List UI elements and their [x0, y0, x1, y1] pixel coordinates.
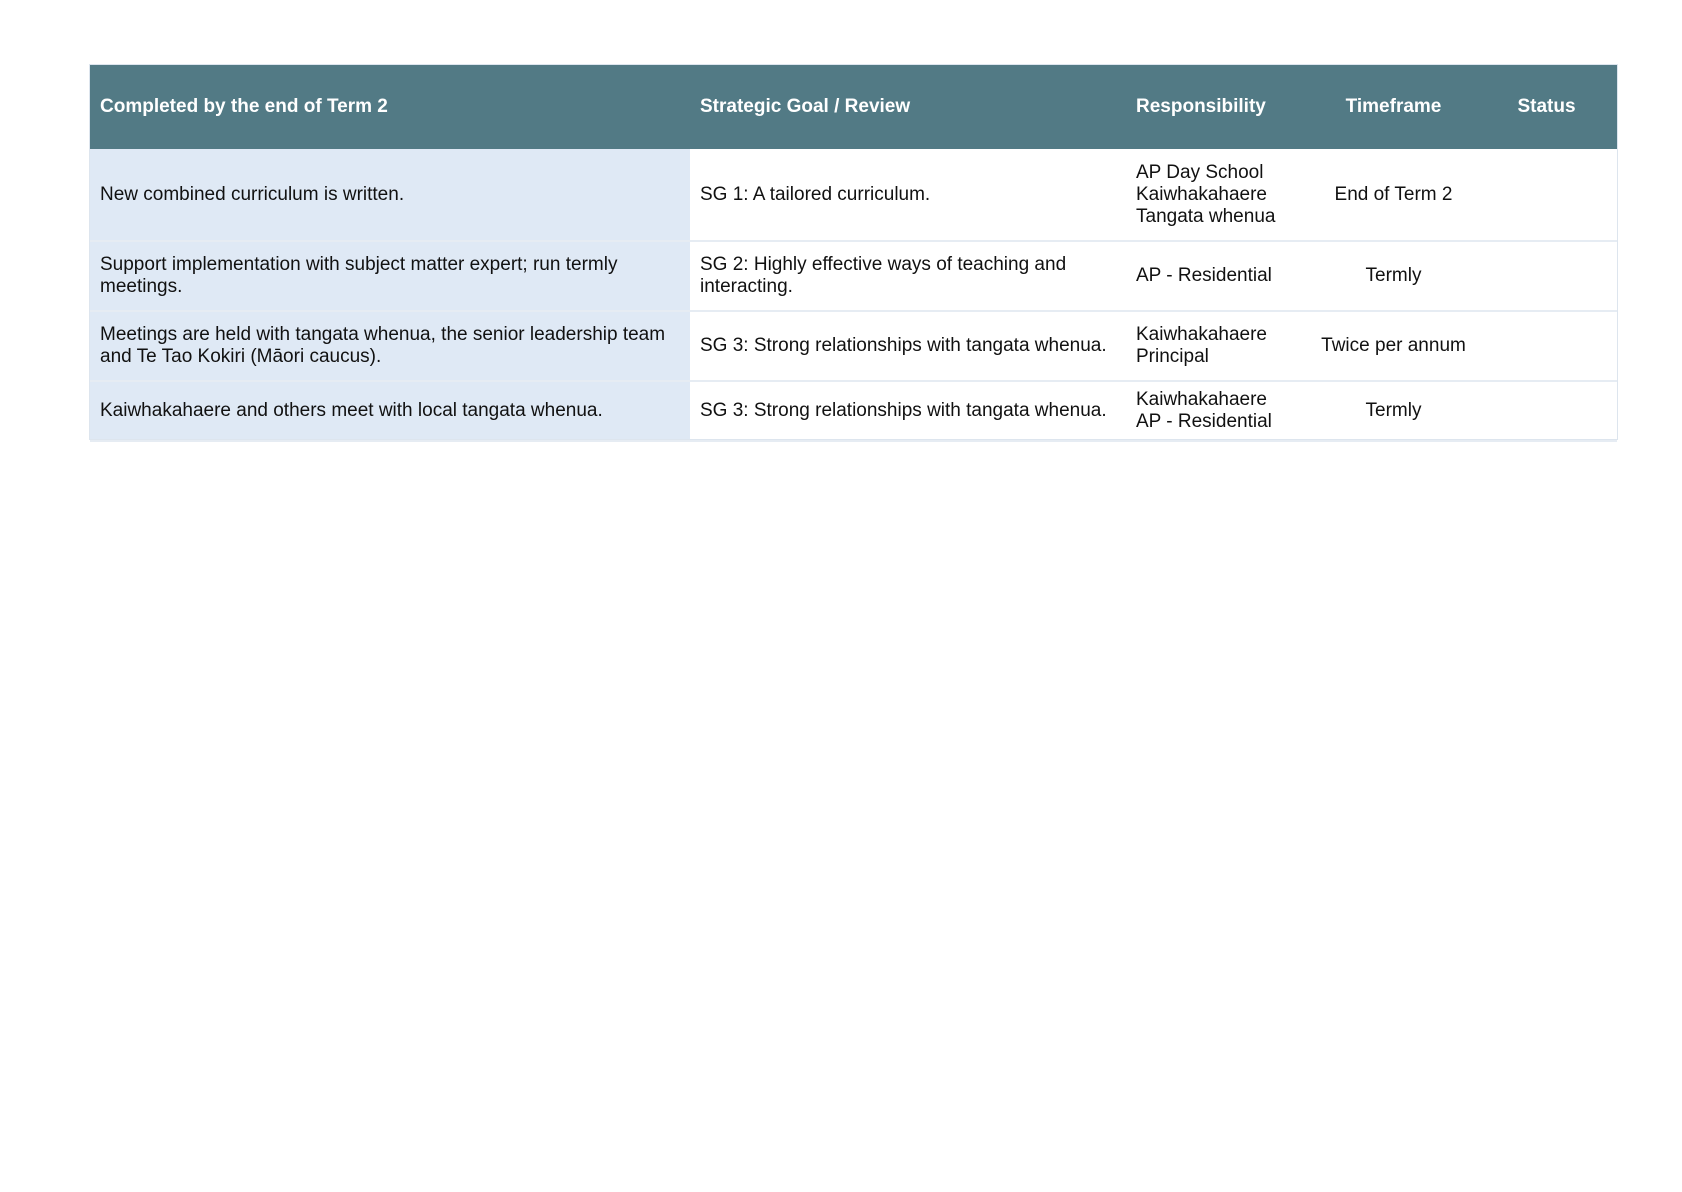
table-row [90, 311, 1617, 381]
action-cell: Support implementation with subject matter expert; run termly meetings. [90, 241, 690, 311]
action-cell: Kaiwhakahaere and others meet with local tangata whenua. [90, 381, 690, 441]
table-row [90, 381, 1617, 441]
status-cell [1476, 311, 1617, 381]
timeframe-cell: Twice per annum [1311, 311, 1476, 381]
header-timeframe: Timeframe [1311, 65, 1476, 149]
responsibility-line: Kaiwhakahaere [1136, 324, 1267, 345]
responsibility-line: Tangata whenua [1136, 205, 1276, 227]
responsibility-line: AP Day School [1136, 161, 1264, 183]
table-row [90, 149, 1617, 241]
table-row [90, 241, 1617, 311]
responsibility-line: Principal [1136, 346, 1209, 367]
responsibility-cell [1126, 241, 1311, 311]
status-cell [1476, 149, 1617, 241]
responsibility-cell [1126, 381, 1311, 441]
status-cell [1476, 381, 1617, 441]
goal-cell: SG 3: Strong relationships with tangata whenua. [690, 381, 1126, 441]
responsibility-line: AP - Residential [1136, 265, 1272, 286]
timeframe-cell: End of Term 2 [1311, 149, 1476, 241]
responsibility-cell [1126, 311, 1311, 381]
header-action: Completed by the end of Term 2 [90, 65, 690, 149]
timeframe-cell: Termly [1311, 241, 1476, 311]
header-status: Status [1476, 65, 1617, 149]
goal-cell: SG 1: A tailored curriculum. [690, 149, 1126, 241]
goal-cell: SG 2: Highly effective ways of teaching and interacting. [690, 241, 1126, 311]
responsibility-line: AP - Residential [1136, 411, 1272, 432]
header-responsibility: Responsibility [1126, 65, 1311, 149]
responsibility-line: Kaiwhakahaere [1136, 183, 1267, 205]
responsibility-line: Kaiwhakahaere [1136, 389, 1267, 410]
timeframe-cell: Termly [1311, 381, 1476, 441]
action-cell: New combined curriculum is written. [90, 149, 690, 241]
table-header-row [90, 65, 1617, 149]
header-strategic-goal: Strategic Goal / Review [690, 65, 1126, 149]
action-plan-table [90, 65, 1617, 442]
status-cell [1476, 241, 1617, 311]
responsibility-cell [1126, 149, 1311, 241]
action-cell: Meetings are held with tangata whenua, the senior leadership team and Te Tao Kokiri (Māori caucus). [90, 311, 690, 381]
goal-cell: SG 3: Strong relationships with tangata whenua. [690, 311, 1126, 381]
